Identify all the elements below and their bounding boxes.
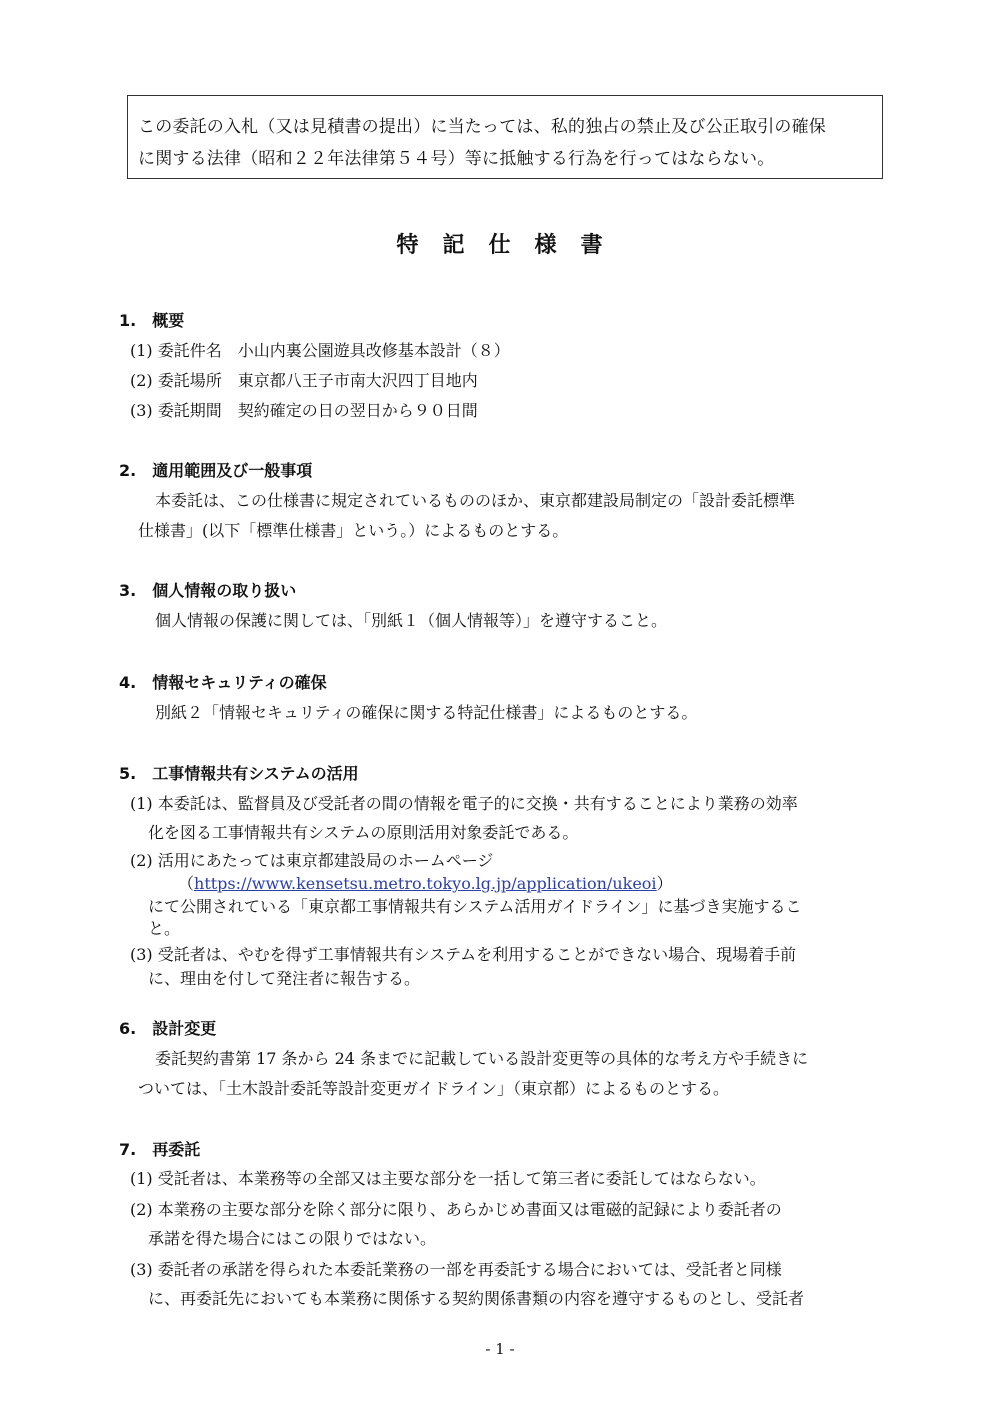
section-6-line-1: 委託契約書第 17 条から 24 条までに記載している設計変更等の具体的な考え方や手続きに xyxy=(155,1049,809,1068)
section-7-line-3: 承諾を得た場合にはこの限りではない。 xyxy=(148,1229,437,1248)
section-1-item-3: (3) 委託期間 契約確定の日の翌日から９０日間 xyxy=(130,401,478,420)
section-4-heading: 4. 情報セキュリティの確保 xyxy=(119,673,327,692)
section-5-line-3: (2) 活用にあたっては東京都建設局のホームページ xyxy=(130,851,494,870)
section-6-heading: 6. 設計変更 xyxy=(119,1019,217,1038)
section-2-line-2: 仕様書」(以下「標準仕様書」という。）によるものとする。 xyxy=(138,521,569,540)
section-2-heading: 2. 適用範囲及び一般事項 xyxy=(119,461,313,480)
section-5-line-6: (3) 受託者は、やむを得ず工事情報共有システムを利用することができない場合、現場着手前 xyxy=(130,945,797,964)
document-title: 特 記 仕 様 書 xyxy=(396,233,604,258)
url-open-paren: （ xyxy=(178,874,195,893)
section-5-url-line xyxy=(178,871,673,894)
section-7-heading: 7. 再委託 xyxy=(119,1140,201,1159)
section-7-line-1: (1) 受託者は、本業務等の全部又は主要な部分を一括して第三者に委託してはならない。 xyxy=(130,1169,766,1188)
section-5-line-5: と。 xyxy=(148,919,181,938)
section-3-line-1: 個人情報の保護に関しては、「別紙１（個人情報等）」を遵守すること。 xyxy=(155,611,668,630)
page-number: - 1 - xyxy=(485,1340,515,1358)
kensetsu-homepage-link[interactable]: https://www.kensetsu.metro.tokyo.lg.jp/application/ukeoi xyxy=(194,874,657,893)
section-4-line-1: 別紙２「情報セキュリティの確保に関する特記仕様書」によるものとする。 xyxy=(155,703,698,722)
section-7-line-5: に、再委託先においても本業務に関係する契約関係書類の内容を遵守するものとし、受託者 xyxy=(148,1289,805,1308)
section-7-line-2: (2) 本業務の主要な部分を除く部分に限り、あらかじめ書面又は電磁的記録により委託者の xyxy=(130,1200,782,1219)
section-7-line-4: (3) 委託者の承諾を得られた本委託業務の一部を再委託する場合においては、受託者と同様 xyxy=(130,1260,782,1279)
section-1-item-1: (1) 委託件名 小山内裏公園遊具改修基本設計（８） xyxy=(130,341,510,360)
section-1-heading: 1. 概要 xyxy=(119,311,185,330)
section-5-line-2: 化を図る工事情報共有システムの原則活用対象委託である。 xyxy=(148,823,579,842)
section-5-line-7: に、理由を付して発注者に報告する。 xyxy=(148,969,421,988)
section-5-heading: 5. 工事情報共有システムの活用 xyxy=(119,764,359,783)
notice-line-1: この委託の入札（又は見積書の提出）に当たっては、私的独占の禁止及び公正取引の確保 xyxy=(138,117,826,137)
section-1-item-2: (2) 委託場所 東京都八王子市南大沢四丁目地内 xyxy=(130,371,478,390)
section-5-line-4: にて公開されている「東京都工事情報共有システム活用ガイドライン」に基づき実施するこ xyxy=(148,897,802,916)
section-6-line-2: ついては、「土木設計委託等設計変更ガイドライン」（東京都）によるものとする。 xyxy=(138,1079,730,1098)
section-2-line-1: 本委託は、この仕様書に規定されているもののほか、東京都建設局制定の「設計委託標準 xyxy=(155,491,796,510)
section-3-heading: 3. 個人情報の取り扱い xyxy=(119,581,297,600)
section-5-line-1: (1) 本委託は、監督員及び受託者の間の情報を電子的に交換・共有することにより業務の効率 xyxy=(130,794,798,813)
notice-box xyxy=(127,95,883,179)
notice-line-2: に関する法律（昭和２２年法律第５４号）等に抵触する行為を行ってはならない。 xyxy=(138,149,775,169)
url-close-paren: ） xyxy=(656,874,673,893)
